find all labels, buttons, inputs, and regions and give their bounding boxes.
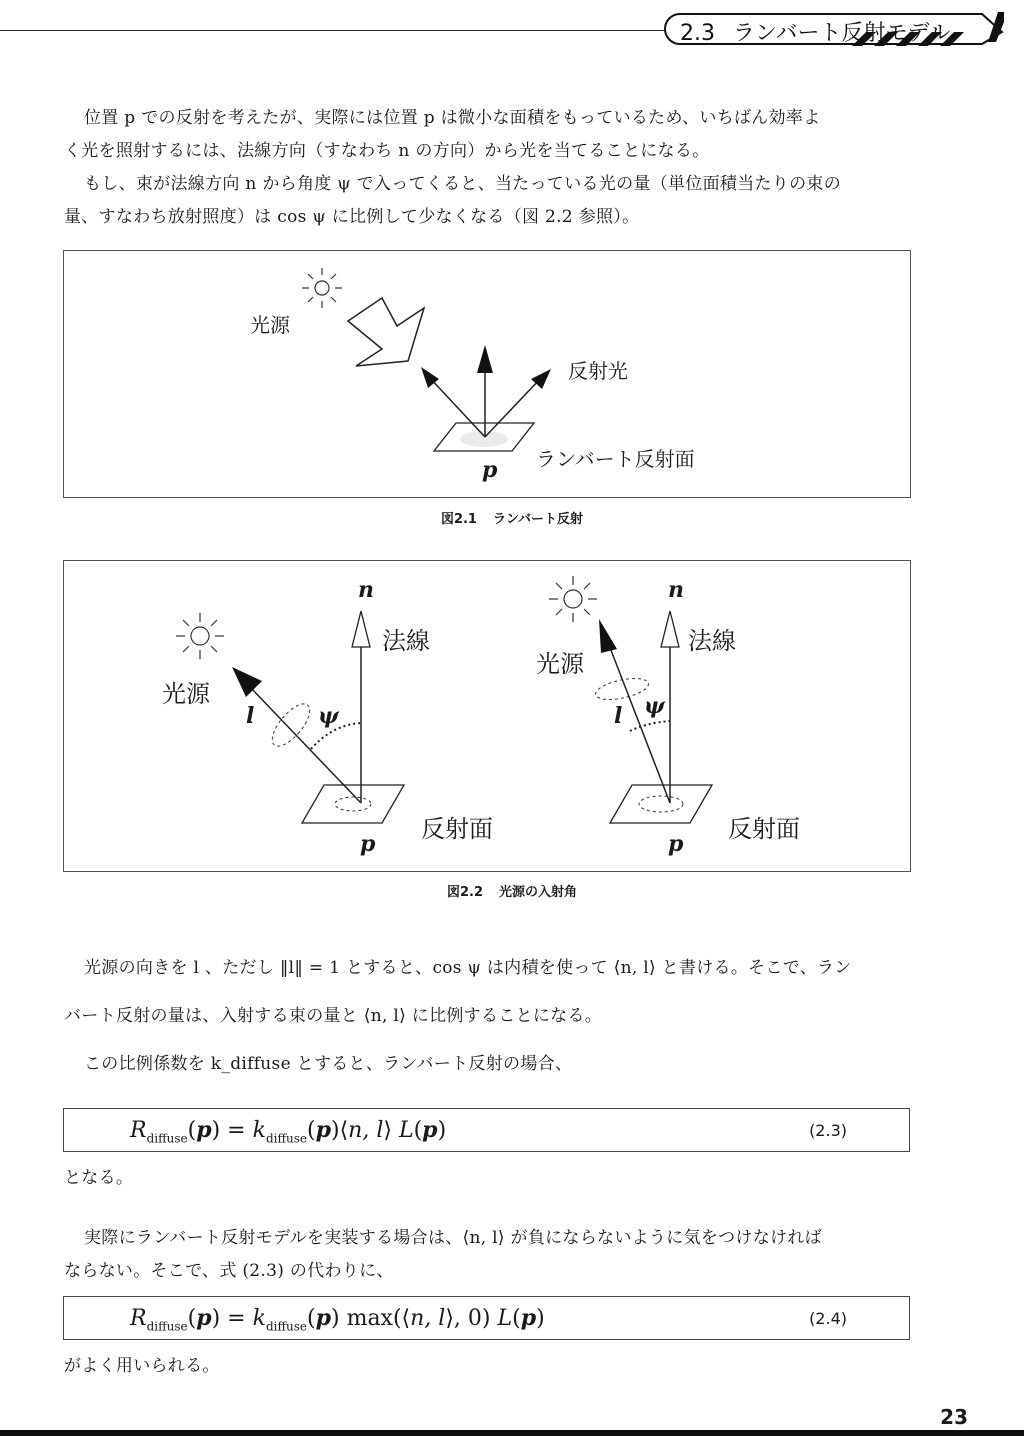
equation-2-3-number: (2.3) <box>809 1121 847 1140</box>
right-point-label: p <box>668 831 684 857</box>
page-number: 23 <box>940 1405 968 1429</box>
equation-2-3-formula: $R_{diffuse}(p)$ = $k_{diffuse}(p)⟨n$, l⟩ L(p) <box>130 1117 447 1146</box>
sun-icon <box>302 268 342 308</box>
right-light-source-label: 光源 <box>536 650 584 678</box>
right-normal-arrow <box>661 611 679 647</box>
paragraph-1 <box>64 102 914 234</box>
left-normal-arrow <box>352 611 370 647</box>
para1-line3: もし、束が法線方向 n から角度 ψ で入ってくると、当たっている光の量（単位面積当たりの束の <box>84 174 841 194</box>
para2-line2: バート反射の量は、入射する束の量と ⟨n, l⟩ に比例することになる。 <box>64 1006 603 1026</box>
left-normal-label: 法線 <box>382 627 430 655</box>
right-surface-label: 反射面 <box>728 815 800 843</box>
para1-line4: 量、すなわち放射照度）は cos ψ に比例して少なくなる（図 2.2 参照）。 <box>64 207 640 227</box>
reflect-arrow-up <box>477 345 493 373</box>
para3-line2: ならない。そこで、式 (2.3) の代わりに、 <box>64 1261 394 1281</box>
left-sun-icon <box>176 613 224 659</box>
figure-2-2-caption: 図2.2 光源の入射角 <box>446 885 578 900</box>
right-angle-symbol: ψ <box>644 693 665 719</box>
para2-line3: この比例係数を k_diffuse とすると、ランバート反射の場合、 <box>84 1054 573 1074</box>
para3-line1: 実際にランバート反射モデルを実装する場合は、⟨n, l⟩ が負にならないように気をつけなければ <box>84 1228 822 1248</box>
equation-2-4-formula: $R_{diffuse}(p) = k_{diffuse}(p)$ max(⟨n, l⟩, 0) L(p) <box>130 1305 545 1334</box>
light-source-label: 光源 <box>250 313 290 337</box>
after-equation-2: がよく用いられる。 <box>64 1356 220 1376</box>
paragraph-2 <box>64 944 914 1088</box>
equation-2-3 <box>63 1108 910 1152</box>
right-light-arrow <box>599 619 617 653</box>
figure-2-1-caption: 図2.1 ランバート反射 <box>440 512 584 527</box>
left-normal-symbol: n <box>358 577 374 603</box>
left-angle-symbol: ψ <box>318 703 339 729</box>
right-light-symbol: l <box>614 703 623 729</box>
left-light-symbol: l <box>246 703 255 729</box>
figure-2-2 <box>63 560 911 872</box>
right-normal-label: 法線 <box>688 627 736 655</box>
section-title <box>680 16 950 47</box>
incident-light-arrow <box>348 298 424 366</box>
right-normal-symbol: n <box>668 577 684 603</box>
bottom-rule <box>0 1430 1024 1436</box>
para2-line1: 光源の向きを l 、ただし ‖l‖ = 1 とすると、cos ψ は内積を使って ⟨n, l⟩ と書ける。そこで、ラン <box>84 958 852 978</box>
paragraph-3 <box>64 1222 914 1288</box>
right-surface <box>610 785 712 823</box>
left-surface <box>302 785 404 823</box>
left-point-label: p <box>360 831 376 857</box>
lambert-surface-label: ランバート反射面 <box>536 447 695 471</box>
para1-line2: く光を照射するには、法線方向（すなわち n の方向）から光を当てることになる。 <box>64 141 710 161</box>
reflected-light-label: 反射光 <box>568 359 628 383</box>
left-surface-label: 反射面 <box>421 815 493 843</box>
equation-2-4 <box>63 1296 910 1340</box>
header-rule <box>0 30 680 31</box>
point-p-label: p <box>482 457 498 483</box>
section-number: 2.3 <box>680 21 715 46</box>
left-light-source-label: 光源 <box>162 680 210 708</box>
section-name: ランバート反射モデル <box>733 21 951 46</box>
equation-2-4-number: (2.4) <box>809 1309 847 1328</box>
right-sun-icon <box>549 576 597 622</box>
after-equation-1: となる。 <box>64 1168 134 1188</box>
left-light-arrow <box>232 667 262 697</box>
figure-2-1 <box>63 250 911 498</box>
para1-line1: 位置 p での反射を考えたが、実際には位置 p は微小な面積をもっているため、いちばん効率よ <box>84 108 821 128</box>
